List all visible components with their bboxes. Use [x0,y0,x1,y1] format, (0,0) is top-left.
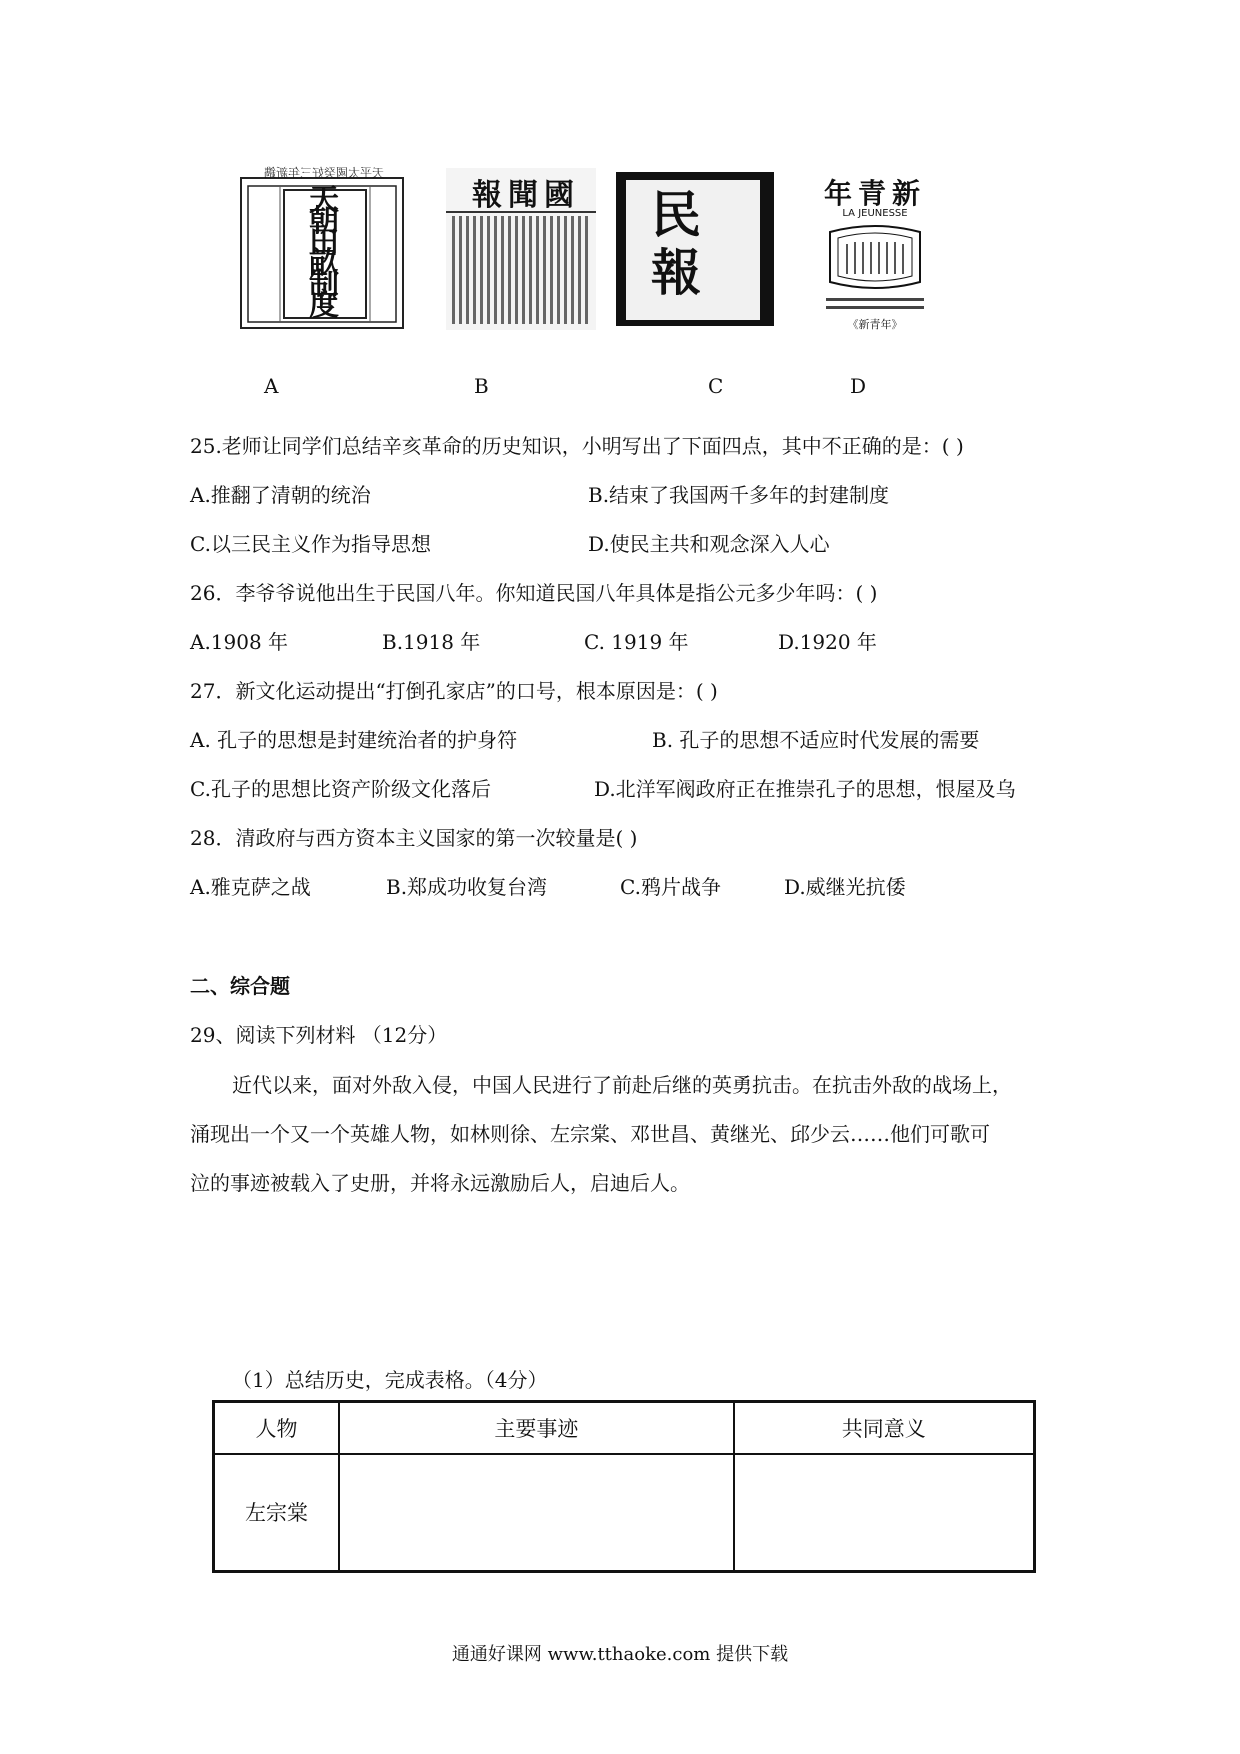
section-heading: 二、综合题 [190,974,290,998]
question-25-option-a: A.推翻了清朝的统治 [190,483,371,507]
image-guowenbao [446,168,596,330]
image-c-title-text: 民報 [651,185,701,302]
image-a-title-text: 天朝田畝制度 [309,183,339,323]
question-27-option-d: D.北洋军阀政府正在推崇孔子的思想，恨屋及乌 [594,777,1016,801]
question-29-title: 29、阅读下列材料 （12分） [190,1023,448,1047]
passage-line-2: 涌现出一个又一个英雄人物，如林则徐、左宗棠、邓世昌、黄继光、邱少云……他们可歌可 [190,1122,990,1146]
image-caption-a: A [264,374,279,398]
footer-text: 通通好课网 www.tthaoke.com 提供下载 [451,1644,789,1665]
question-27-option-b: B. 孔子的思想不适应时代发展的需要 [652,728,980,752]
question-26-option-c: C. 1919 年 [584,630,689,654]
question-28-text: 28．清政府与西方资本主义国家的第一次较量是( ) [190,826,638,850]
question-28-option-b: B.郑成功收复台湾 [386,875,548,899]
question-28-option-d: D.威继光抗倭 [784,875,906,899]
question-28-option-a: A.雅克萨之战 [190,875,311,899]
image-d-bottom-label: 《新青年》 [847,318,903,331]
question-26-text: 26．李爷爷说他出生于民国八年。你知道民国八年具体是指公元多少年吗：( ) [190,581,878,605]
sub-question-1: （1）总结历史，完成表格。（4分） [232,1368,548,1392]
question-28-option-c: C.鸦片战争 [620,875,721,899]
question-25-option-b: B.结束了我国两千多年的封建制度 [588,483,890,507]
image-caption-d: D [850,374,867,398]
table-header-significance: 共同意义 [734,1402,1035,1454]
image-xinqingnian [816,172,934,332]
table-header-deeds: 主要事迹 [339,1402,734,1454]
image-a-header-text: 天平太國癸好三年新鐫 [264,166,385,180]
question-27-option-c: C.孔子的思想比资产阶级文化落后 [190,777,491,801]
image-b-title-text: 國聞報 [472,178,580,213]
question-27-text: 27．新文化运动提出“打倒孔家店”的口号，根本原因是：( ) [190,679,718,703]
image-caption-b: B [474,374,489,398]
question-26-option-b: B.1918 年 [382,630,481,654]
question-26-option-d: D.1920 年 [778,630,877,654]
image-caption-c: C [708,374,724,398]
image-tianchao-tianmu-zhidu [240,168,405,330]
image-d-subtitle: LA JEUNESSE [842,208,908,219]
table-header-person: 人物 [214,1402,340,1454]
table-cell-person: 左宗棠 [214,1454,340,1572]
question-25-option-c: C.以三民主义作为指导思想 [190,532,431,556]
question-26-option-a: A.1908 年 [190,630,289,654]
image-minbao [616,172,774,326]
image-d-title-text: 新青年 [823,177,926,210]
summary-table [212,1400,1036,1573]
passage-line-3: 泣的事迹被载入了史册，并将永远激励后人，启迪后人。 [190,1171,690,1195]
table-cell-deeds-input[interactable] [339,1454,734,1572]
question-25-text: 25.老师让同学们总结辛亥革命的历史知识，小明写出了下面四点，其中不正确的是：( ) [190,434,964,458]
question-25-option-d: D.使民主共和观念深入人心 [588,532,830,556]
question-27-option-a: A. 孔子的思想是封建统治者的护身符 [190,728,518,752]
passage-line-1: 近代以来，面对外敌入侵，中国人民进行了前赴后继的英勇抗击。在抗击外敌的战场上， [232,1073,1012,1097]
table-cell-significance-input[interactable] [734,1454,1035,1572]
